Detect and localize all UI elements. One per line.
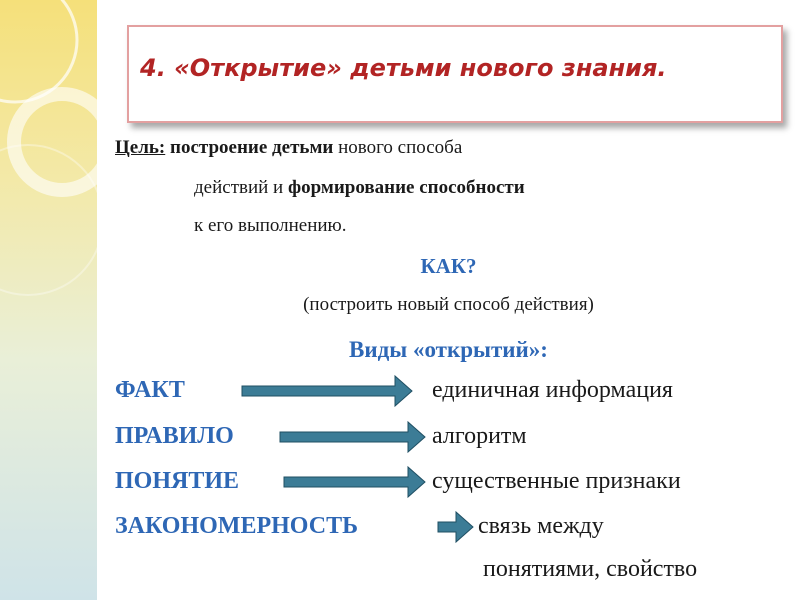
decorative-sidebar bbox=[0, 0, 97, 600]
arrow-right-icon bbox=[282, 464, 428, 500]
goal-line-3: к его выполнению. bbox=[194, 215, 347, 236]
kinds-heading: Виды «открытий»: bbox=[349, 337, 548, 362]
goal-line-1 bbox=[115, 137, 462, 159]
kind-term-concept: ПОНЯТИЕ bbox=[115, 468, 240, 494]
arrow-right-icon bbox=[240, 373, 415, 409]
kind-desc-pattern-line2: понятиями, свойство bbox=[483, 556, 698, 582]
kind-term-rule: ПРАВИЛО bbox=[115, 423, 234, 449]
kind-desc-fact: единичная информация bbox=[432, 377, 673, 403]
how-note: (построить новый способ действия) bbox=[303, 294, 594, 315]
kind-term-fact: ФАКТ bbox=[115, 377, 185, 403]
kind-term-pattern: ЗАКОНОМЕРНОСТЬ bbox=[115, 513, 358, 539]
slide-title: 4. «Открытие» детьми нового знания. bbox=[140, 54, 667, 82]
decorative-circles bbox=[0, 0, 97, 600]
goal-text-1: нового способа bbox=[338, 137, 463, 158]
kind-desc-rule: алгоритм bbox=[432, 423, 527, 449]
goal-bold-2: формирование способности bbox=[287, 177, 525, 198]
goal-label: Цель: bbox=[115, 137, 166, 158]
kind-desc-pattern: связь между bbox=[478, 513, 604, 539]
goal-line-2 bbox=[194, 177, 525, 199]
goal-bold-1: построение детьми bbox=[170, 137, 334, 158]
arrow-right-icon bbox=[436, 509, 476, 545]
kind-desc-concept: существенные признаки bbox=[432, 468, 681, 494]
arrow-right-icon bbox=[278, 419, 428, 455]
how-heading: КАК? bbox=[420, 254, 477, 278]
goal-text-2: действий и bbox=[194, 177, 284, 198]
